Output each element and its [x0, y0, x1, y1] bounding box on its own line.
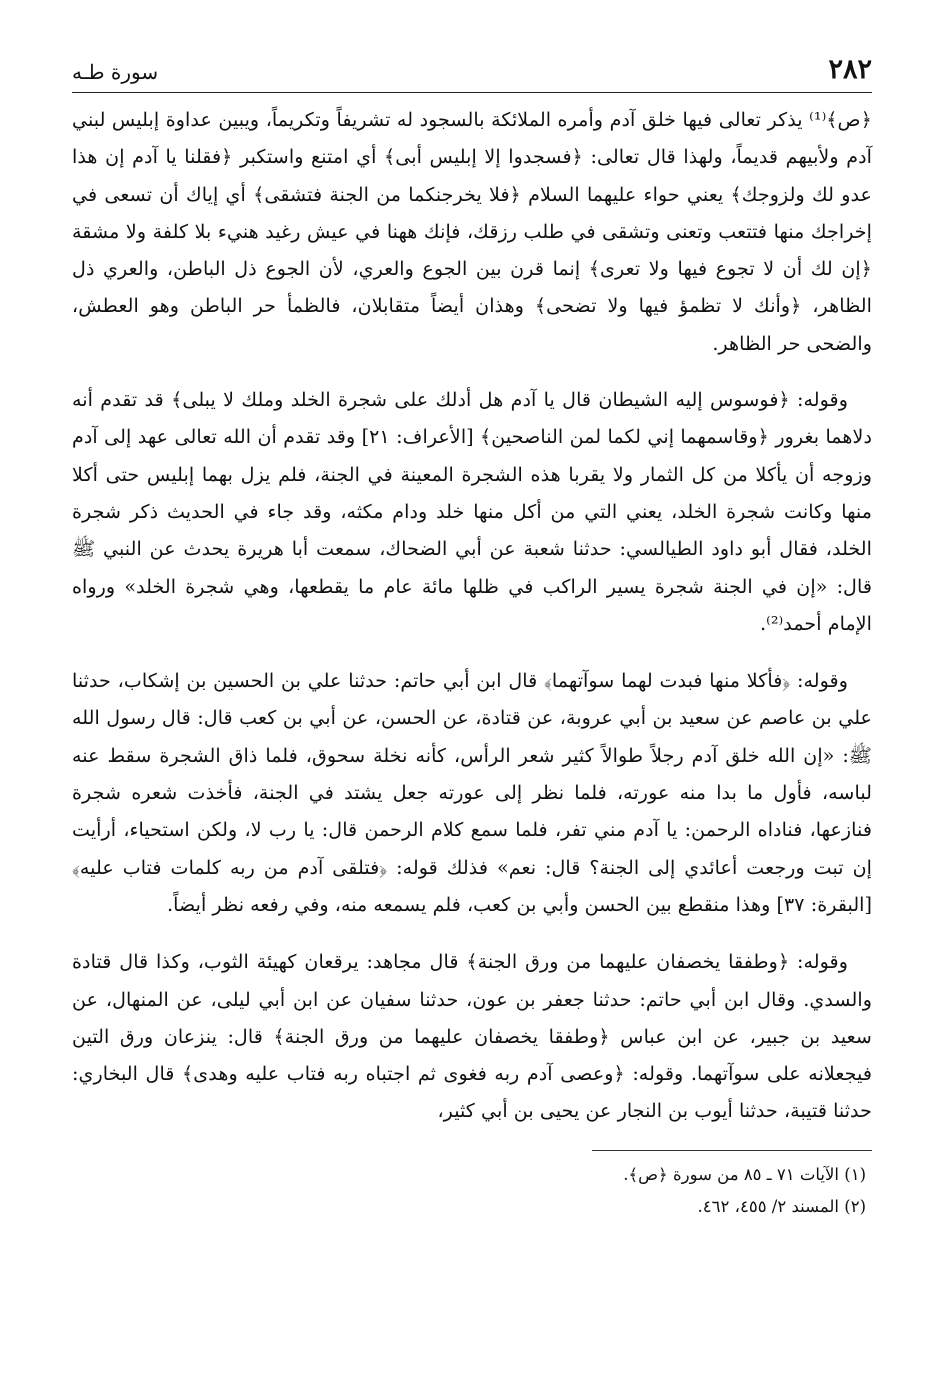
body-text [72, 101, 872, 1130]
footnote-1: (١) الآيات ٧١ ـ ٨٥ من سورة ﴿ص﴾. [623, 1164, 866, 1184]
paragraph-sad-story: ﴿ص﴾⁽¹⁾ يذكر تعالى فيها خلق آدم وأمره الملائكة بالسجود له تشريفاً وتكريماً، ويبين عداوة إبليس لبني آدم ولأبيهم قديماً، ولهذا قال تعالى: ﴿فسجدوا إلا إبليس أبى﴾ أي امتنع واستكبر ﴿فقلنا يا آدم إن هذا عدو لك ولزوجك﴾ يعني حواء عليهما السلام ﴿فلا يخرجنكما من الجنة فتشقى﴾ أي إياك أن تسعى في إخراجك منها فتتعب وتعنى وتشقى في طلب رزقك، فإنك ههنا في عيش رغيد هنيء بلا كلفة ولا مشقة ﴿إن لك أن لا تجوع فيها ولا تعرى﴾ إنما قرن بين الجوع والعري، لأن الجوع ذل الباطن، والعري ذل الظاهر، ﴿وأنك لا تظمؤ فيها ولا تضحى﴾ وهذان أيضاً متقابلان، فالظمأ حر الباطن وهو العطش، والضحى حر الظاهر. [72, 108, 872, 355]
paragraph-ate-from-tree: وقوله: ﴿فأكلا منها فبدت لهما سوآتهما﴾ قال ابن أبي حاتم: حدثنا علي بن الحسين بن إشكاب، حدثنا علي بن عاصم عن سعيد بن أبي عروبة، عن قتادة، عن الحسن، عن أبي بن كعب قال: قال رسول الله ﷺ: «إن الله خلق آدم رجلاً طوالاً كثير شعر الرأس، كأنه نخلة سحوق، فلما ذاق الشجرة سقط عنه لباسه، فأول ما بدا منه عورته، فلما نظر إلى عورته جعل يشتد في الجنة، فأخذت شعره شجرة فنازعها، فناداه الرحمن: يا آدم مني تفر، فلما سمع كلام الرحمن قال: يا رب لا، ولكن استحياء، أرأيت إن تبت ورجعت أعائدي إلى الجنة؟ قال: نعم» فذلك قوله: ﴿فتلقى آدم من ربه كلمات فتاب عليه﴾ [البقرة: ٣٧] وهذا منقطع بين الحسن وأبي بن كعب، فلم يسمعه منه، وفي رفعه نظر أيضاً. [72, 669, 872, 916]
footnote-2: (٢) المسند ٢/ ٤٥٥، ٤٦٢. [697, 1196, 866, 1216]
page-number: ٢٨٢ [828, 54, 872, 85]
paragraph-covering-leaves: وقوله: ﴿وطفقا يخصفان عليهما من ورق الجنة﴾ قال مجاهد: يرقعان كهيئة الثوب، وكذا قال قتادة والسدي. وقال ابن أبي حاتم: حدثنا جعفر بن عون، حدثنا سفيان عن ابن أبي ليلى، عن المنهال، عن سعيد بن جبير، عن ابن عباس ﴿وطفقا يخصفان عليهما من ورق الجنة﴾ قال: ينزعان ورق التين فيجعلانه على سوآتهما. وقوله: ﴿وعصى آدم ربه فغوى ثم اجتباه ربه فتاب عليه وهدى﴾ قال البخاري: حدثنا قتيبة، حدثنا أيوب بن النجار عن يحيى بن أبي كثير، [72, 950, 872, 1123]
footnote-separator [592, 1150, 872, 1151]
paragraph-whispering: وقوله: ﴿فوسوس إليه الشيطان قال يا آدم هل أدلك على شجرة الخلد وملك لا يبلى﴾ قد تقدم أنه دلاهما بغرور ﴿وقاسمهما إني لكما لمن الناصحين﴾ [الأعراف: ٢١] وقد تقدم أن الله تعالى عهد إلى آدم وزوجه أن يأكلا من كل الثمار ولا يقربا هذه الشجرة المعينة في الجنة، فلم يزل بهما إبليس حتى أكلا منها وكانت شجرة الخلد، يعني التي من أكل منها خلد ودام مكثه، وقد جاء في الحديث ذكر شجرة الخلد، فقال أبو داود الطيالسي: حدثنا شعبة عن أبي الضحاك، سمعت أبا هريرة يحدث عن النبي ﷺ قال: «إن في الجنة شجرة يسير الراكب في ظلها مائة عام ما يقطعها، وهي شجرة الخلد» ورواه الإمام أحمد⁽²⁾. [72, 388, 872, 635]
footnotes [72, 1159, 872, 1223]
running-header [72, 52, 872, 93]
book-page [72, 52, 872, 1352]
surah-name: سورة طـه [72, 60, 159, 84]
